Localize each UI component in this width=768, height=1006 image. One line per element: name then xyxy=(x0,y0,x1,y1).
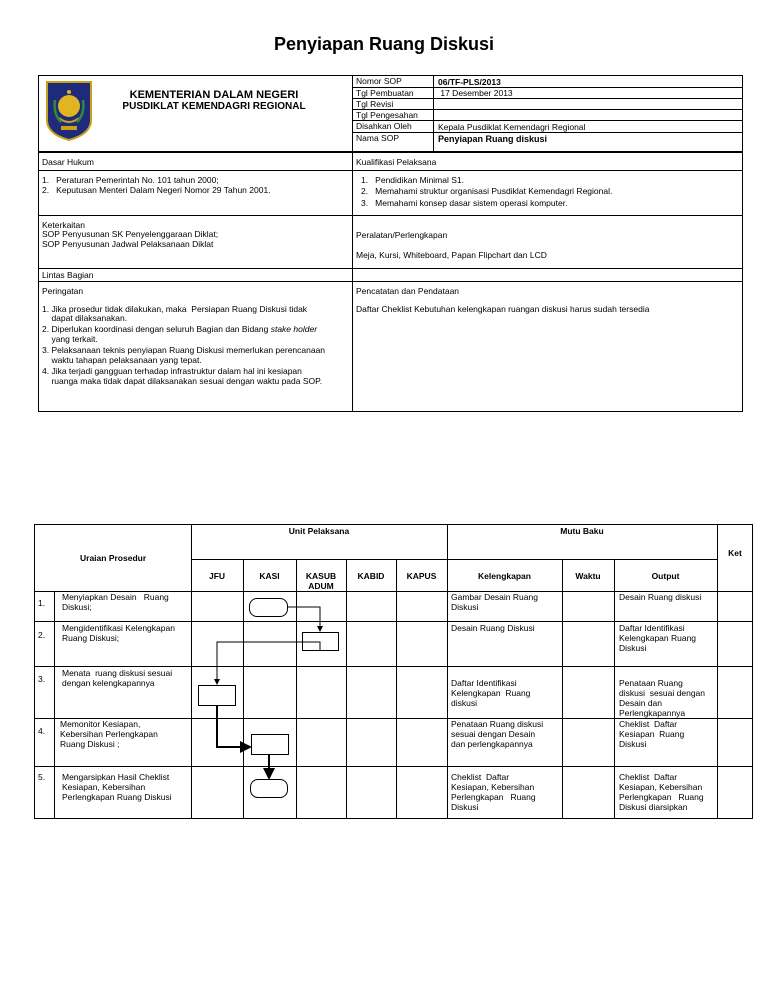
row-output: Cheklist Daftar Kesiapan Ruang Diskusi xyxy=(619,719,685,749)
col-uraian-header: Uraian Prosedur xyxy=(80,553,147,563)
unit-kapus: KAPUS xyxy=(406,571,437,581)
peringatan-italic: stake holder xyxy=(270,324,318,334)
field-label-disahkan: Disahkan Oleh xyxy=(356,121,412,131)
row-kelengkapan: Daftar Identifikasi Kelengkapan Ruang diskusi xyxy=(451,678,531,708)
unit-kabid: KABID xyxy=(357,571,385,581)
peralatan-heading: Peralatan/Perlengkapan xyxy=(356,230,448,240)
row-uraian: Memonitor Kesiapan, Kebersihan Perlengkapan Ruang Diskusi ; xyxy=(60,719,158,749)
lintas-bagian-heading: Lintas Bagian xyxy=(42,270,94,280)
row-kelengkapan: Penataan Ruang diskusi sesuai dengan Desain dan perlengkapannya xyxy=(451,719,544,749)
row-kelengkapan: Gambar Desain Ruang Diskusi xyxy=(451,592,538,612)
unit-kasi: KASI xyxy=(259,571,280,581)
kualifikasi-item: 2. Memahami struktur organisasi Pusdiklat Kemendagri Regional. xyxy=(361,186,613,196)
field-value-tgl-pembuatan: 17 Desember 2013 xyxy=(438,88,513,98)
col-mutu-header: Mutu Baku xyxy=(560,526,604,536)
field-label-tgl-pengesahan: Tgl Pengesahan xyxy=(356,110,418,120)
kualifikasi-heading: Kualifikasi Pelaksana xyxy=(356,157,437,167)
page-title: Penyiapan Ruang Diskusi xyxy=(273,34,495,54)
field-label-tgl-pembuatan: Tgl Pembuatan xyxy=(356,88,414,98)
row-kelengkapan: Desain Ruang Diskusi xyxy=(451,623,535,633)
row-kelengkapan: Cheklist Daftar Kesiapan, Kebersihan Perlengkapan Ruang Diskusi xyxy=(451,772,536,812)
row-uraian: Menyiapkan Desain Ruang Diskusi; xyxy=(62,592,169,612)
row-no: 1. xyxy=(38,598,46,608)
field-value-nomor: 06/TF-PLS/2013 xyxy=(438,77,501,87)
peringatan-line: 3. Pelaksanaan teknis penyiapan Ruang Diskusi memerlukan perencanaan xyxy=(42,345,326,355)
unit-kasub-adum: KASUB ADUM xyxy=(305,571,337,591)
row-output: Penataan Ruang diskusi sesuai dengan Desain dan Perlengkapannya xyxy=(619,678,706,718)
mutu-kelengkapan: Kelengkapan xyxy=(478,571,531,581)
dasar-hukum-heading: Dasar Hukum xyxy=(42,157,94,167)
kualifikasi-item: 1. Pendidikan Minimal S1. xyxy=(361,175,464,185)
keterkaitan-item: SOP Penyusunan SK Penyelenggaraan Diklat; xyxy=(42,229,219,239)
peringatan-line: waktu tahapan pelaksanaan yang tepat. xyxy=(42,355,202,365)
peringatan-line: dapat dilaksanakan. xyxy=(42,313,128,323)
peringatan-line: ruanga maka tidak dapat dilaksanakan sesuai dengan waktu pada SOP. xyxy=(42,376,323,386)
org-unit: PUSDIKLAT KEMENDAGRI REGIONAL xyxy=(122,101,306,112)
peringatan-line-text: 2. Diperlukan koordinasi dengan seluruh Bagian dan Bidang xyxy=(42,324,271,334)
row-no: 5. xyxy=(38,772,46,782)
peringatan-line: yang terkait. xyxy=(42,334,98,344)
row-output: Cheklist Daftar Kesiapan, Kebersihan Perlengkapan Ruang Diskusi diarsipkan xyxy=(619,772,704,812)
peringatan-line: 4. Jika terjadi gangguan terhadap infrastruktur dalam hal ini kesiapan xyxy=(42,366,302,376)
pencatatan-text: Daftar Cheklist Kebutuhan kelengkapan ruangan diskusi harus sudah tersedia xyxy=(356,304,650,314)
col-ket-header: Ket xyxy=(728,548,742,558)
keterkaitan-item: SOP Penyusunan Jadwal Pelaksanaan Diklat xyxy=(42,239,214,249)
field-label-nama-sop: Nama SOP xyxy=(356,133,399,143)
peringatan-line: 1. Jika prosedur tidak dilakukan, maka Persiapan Ruang Diskusi tidak xyxy=(42,304,308,314)
org-name: KEMENTERIAN DALAM NEGERI xyxy=(129,89,299,101)
col-unit-header: Unit Pelaksana xyxy=(288,526,350,536)
row-uraian: Mengidentifikasi Kelengkapan Ruang Diskusi; xyxy=(62,623,175,643)
kualifikasi-item: 3. Memahami konsep dasar sistem operasi komputer. xyxy=(361,198,568,208)
row-no: 2. xyxy=(38,630,46,640)
field-value-disahkan: Kepala Pusdiklat Kemendagri Regional xyxy=(438,122,586,132)
unit-jfu: JFU xyxy=(208,571,226,581)
row-uraian: Mengarsipkan Hasil Cheklist Kesiapan, Kebersihan Perlengkapan Ruang Diskusi xyxy=(62,772,172,802)
field-value-nama-sop: Penyiapan Ruang diskusi xyxy=(438,134,548,144)
row-output: Daftar Identifikasi Kelengkapan Ruang Diskusi xyxy=(619,623,697,653)
pencatatan-heading: Pencatatan dan Pendataan xyxy=(356,286,460,296)
field-label-nomor: Nomor SOP xyxy=(356,76,402,86)
row-uraian: Menata ruang diskusi sesuai dengan kelengkapannya xyxy=(62,668,173,688)
peralatan-text: Meja, Kursi, Whiteboard, Papan Flipchart dan LCD xyxy=(356,250,547,260)
keterkaitan-heading: Keterkaitan xyxy=(42,220,85,230)
row-output: Desain Ruang diskusi xyxy=(619,592,702,602)
row-no: 4. xyxy=(38,726,46,736)
field-label-tgl-revisi: Tgl Revisi xyxy=(356,99,394,109)
dasar-hukum-item: 2. Keputusan Menteri Dalam Negeri Nomor 29 Tahun 2001. xyxy=(42,185,271,195)
peringatan-heading: Peringatan xyxy=(42,286,84,296)
dasar-hukum-item: 1. Peraturan Pemerintah No. 101 tahun 2000; xyxy=(42,175,219,185)
mutu-output: Output xyxy=(651,571,680,581)
mutu-waktu: Waktu xyxy=(575,571,601,581)
row-no: 3. xyxy=(38,674,46,684)
